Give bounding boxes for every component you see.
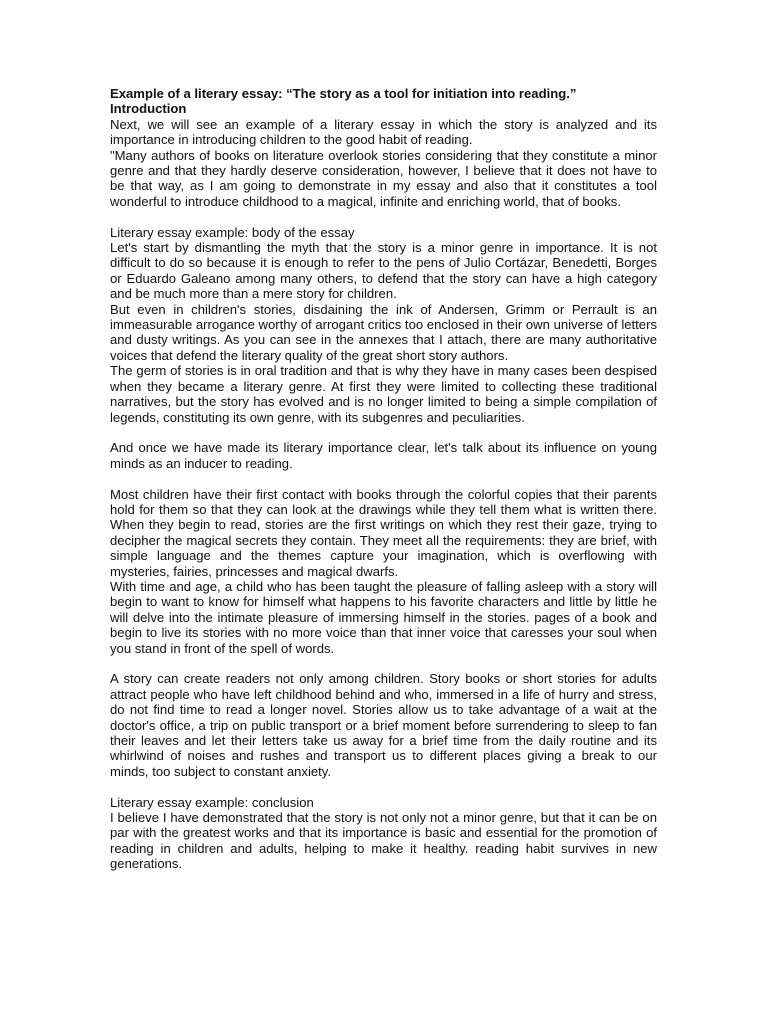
spacer xyxy=(110,209,657,224)
document-title: Example of a literary essay: “The story as a tool for initiation into reading.” xyxy=(110,86,577,101)
body-paragraph-4: And once we have made its literary importance clear, let's talk about its influence on young minds as an inducer to reading. xyxy=(110,440,657,471)
conclusion-paragraph-1: I believe I have demonstrated that the story is not only not a minor genre, but that it can be on par with the greatest works and that its importance is basic and essential for the promotion of reading in children and adults, helping to make it healthy. reading habit survives in new generations. xyxy=(110,810,657,872)
intro-paragraph-2: "Many authors of books on literature overlook stories considering that they constitute a minor genre and that they hardly deserve consideration, however, I believe that it does not have to be that way, as I am going to demonstrate in my essay and also that it constitutes a tool wonderful to introduce childhood to a magical, infinite and enriching world, that of books. xyxy=(110,147,657,209)
spacer xyxy=(110,779,657,794)
body-paragraph-5: Most children have their first contact with books through the colorful copies that their parents hold for them so that they can look at the drawings while they tell them what is written there. When they begin to read, stories are the first writings on which they rest their gaze, trying to decipher the magical secrets they contain. They meet all the requirements: they are brief, with simple language and the themes capture your imagination, which is overflowing with mysteries, fairies, princesses and magical dwarfs. xyxy=(110,486,657,579)
body-paragraph-6: With time and age, a child who has been taught the pleasure of falling asleep with a story will begin to want to know for himself what happens to his favorite characters and little by little he will delve into the intimate pleasure of immersing himself in the stories. pages of a book and begin to live its stories with no more voice than that inner voice that caresses your soul when you stand in front of the spell of words. xyxy=(110,578,657,656)
spacer xyxy=(110,471,657,486)
spacer xyxy=(110,656,657,671)
body-paragraph-2: But even in children's stories, disdaining the ink of Andersen, Grimm or Perrault is an immeasurable arrogance worthy of arrogant critics too enclosed in their own universe of letters and dusty writings. As you can see in the annexes that I attach, there are many authoritative voices that defend the literary quality of the great short story authors. xyxy=(110,301,657,363)
document-page xyxy=(110,86,657,872)
body-paragraph-7: A story can create readers not only among children. Story books or short stories for adults attract people who have left childhood behind and who, immersed in a life of hurry and stress, do not find time to read a longer novel. Stories allow us to take advantage of a wait at the doctor's office, a trip on public transport or a brief moment before surrendering to sleep to fan their leaves and let their letters take us away for a brief time from the daily routine and its whirlwind of noises and rushes and transport us to different places giving a break to our minds, too subject to constant anxiety. xyxy=(110,671,657,779)
introduction-heading: Introduction xyxy=(110,101,187,117)
spacer xyxy=(110,425,657,440)
intro-paragraph-1: Next, we will see an example of a literary essay in which the story is analyzed and its importance in introducing children to the good habit of reading. xyxy=(110,116,657,148)
body-paragraph-3: The germ of stories is in oral tradition and that is why they have in many cases been despised when they became a literary genre. At first they were limited to collecting these traditional narratives, but the story has evolved and is no longer limited to being a simple compilation of legends, constituting its own genre, with its subgenres and peculiarities. xyxy=(110,363,657,425)
conclusion-heading: Literary essay example: conclusion xyxy=(110,794,314,810)
body-heading: Literary essay example: body of the essay xyxy=(110,224,355,240)
body-paragraph-1: Let's start by dismantling the myth that the story is a minor genre in importance. It is not difficult to do so because it is enough to refer to the pens of Julio Cortázar, Benedetti, Borges or Eduardo Galeano among many others, to defend that the story can have a high category and be much more than a mere story for children. xyxy=(110,240,657,302)
